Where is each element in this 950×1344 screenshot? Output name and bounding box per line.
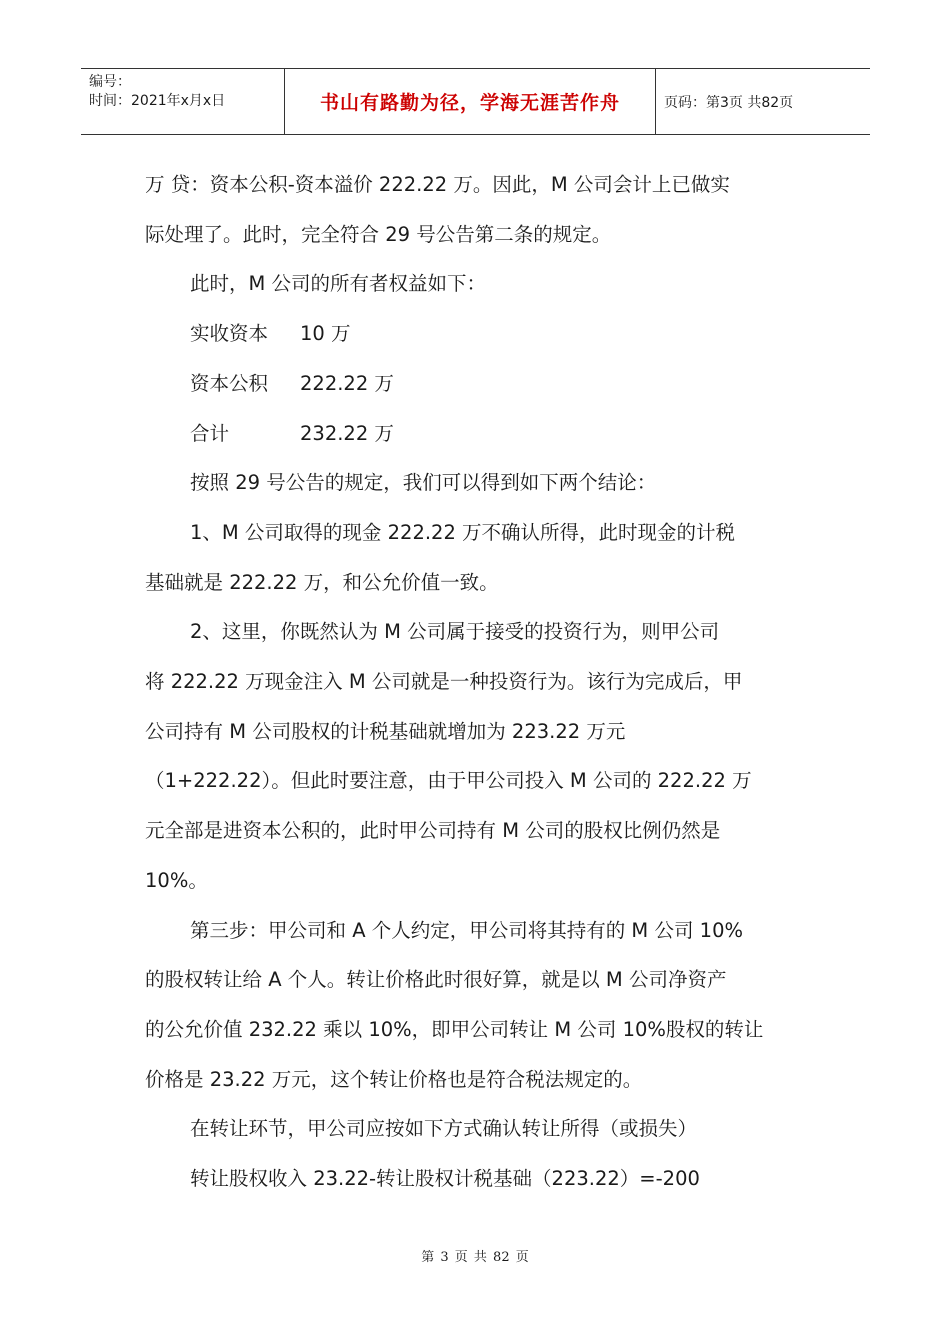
document-body <box>145 160 805 1204</box>
document-number-label: 编号： <box>89 74 131 90</box>
equity-label: 资本公积 <box>190 371 269 395</box>
body-line: 转让股权收入 23.22-转让股权计税基础（223.22）=-200 <box>190 1167 700 1191</box>
body-line: （1+222.22）。但此时要注意，由于甲公司投入 M 公司的 222.22 万 <box>145 769 752 793</box>
header-motto: 书山有路勤为径，学海无涯苦作舟 <box>284 69 656 134</box>
page-header <box>81 68 870 135</box>
equity-label: 合计 <box>190 421 230 445</box>
body-line: 价格是 23.22 万元，这个转让价格也是符合税法规定的。 <box>145 1067 643 1091</box>
equity-row-total <box>145 409 805 459</box>
header-info <box>81 69 284 134</box>
body-line: 此时，M 公司的所有者权益如下： <box>190 272 487 296</box>
body-line: 的股权转让给 A 个人。转让价格此时很好算，就是以 M 公司净资产 <box>145 968 727 992</box>
body-line: 元全部是进资本公积的，此时甲公司持有 M 公司的股权比例仍然是 <box>145 819 721 843</box>
body-line: 际处理了。此时，完全符合 29 号公告第二条的规定。 <box>145 222 612 246</box>
equity-row-capital-reserve <box>145 359 805 409</box>
equity-row-paid-in-capital <box>145 309 805 359</box>
body-line: 将 222.22 万现金注入 M 公司就是一种投资行为。该行为完成后，甲 <box>145 670 743 694</box>
equity-value: 232.22 万 <box>300 421 394 445</box>
body-line: 按照 29 号公告的规定，我们可以得到如下两个结论： <box>190 471 657 495</box>
body-line: 在转让环节，甲公司应按如下方式确认转让所得（或损失） <box>190 1117 698 1141</box>
body-line: 的公允价值 232.22 乘以 10%，即甲公司转让 M 公司 10%股权的转让 <box>145 1017 764 1041</box>
equity-value: 10 万 <box>300 322 351 346</box>
body-line: 10%。 <box>145 868 208 892</box>
page-footer: 第 3 页 共 82 页 <box>421 1250 529 1265</box>
equity-value: 222.22 万 <box>300 371 394 395</box>
body-line: 2、这里，你既然认为 M 公司属于接受的投资行为，则甲公司 <box>190 620 720 644</box>
body-line: 第三步：甲公司和 A 个人约定，甲公司将其持有的 M 公司 10% <box>190 918 743 942</box>
body-line: 基础就是 222.22 万，和公允价值一致。 <box>145 570 499 594</box>
equity-label: 实收资本 <box>190 322 269 346</box>
body-line: 公司持有 M 公司股权的计税基础就增加为 223.22 万元 <box>145 719 626 743</box>
body-line: 1、M 公司取得的现金 222.22 万不确认所得，此时现金的计税 <box>190 520 736 544</box>
document-time-label: 时间：2021年x月x日 <box>89 93 226 109</box>
header-page-number: 页码：第3页 共82页 <box>664 94 794 111</box>
body-line: 万 贷：资本公积-资本溢价 222.22 万。因此，M 公司会计上已做实 <box>145 173 730 196</box>
